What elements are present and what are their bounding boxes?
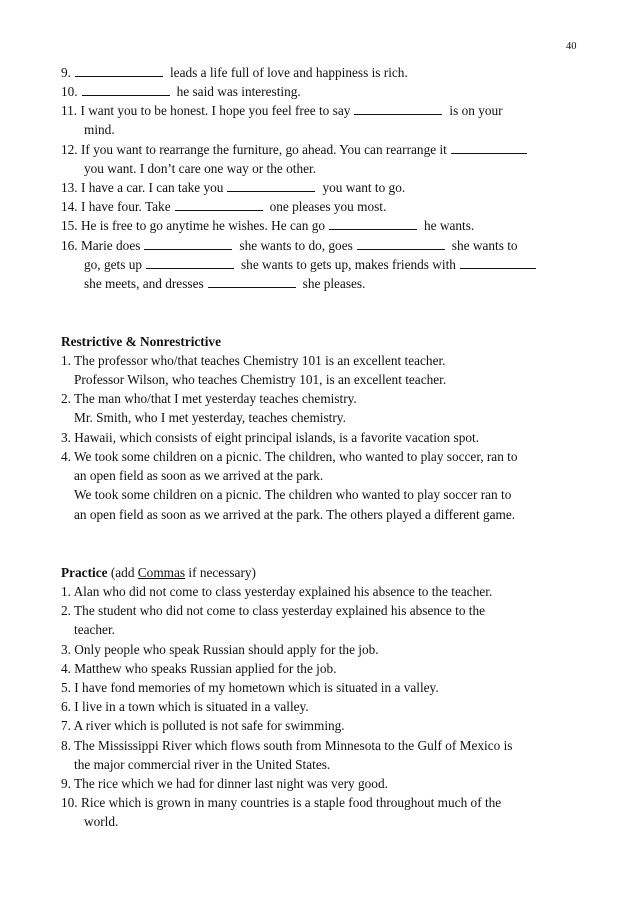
exercise-12: 12. If you want to rearrange the furniture, go ahead. You can rearrange it bbox=[61, 141, 534, 158]
example-line: an open field as soon as we arrived at the park. bbox=[74, 468, 324, 483]
example-line: an open field as soon as we arrived at the park. The others played a different game. bbox=[74, 507, 516, 522]
exercise-11: 11. I want you to be honest. I hope you feel free to say is on your bbox=[61, 103, 503, 118]
answer-blank[interactable] bbox=[82, 84, 170, 96]
practice-line: teacher. bbox=[74, 622, 115, 637]
practice-line: 2. The student who did not come to class yesterday explained his absence to the bbox=[61, 603, 486, 618]
practice-line: 9. The rice which we had for dinner last night was very good. bbox=[61, 776, 388, 791]
answer-blank[interactable] bbox=[460, 257, 536, 269]
answer-blank[interactable] bbox=[75, 65, 163, 77]
example-line: 1. The professor who/that teaches Chemistry 101 is an excellent teacher. bbox=[61, 353, 446, 368]
practice-line: 4. Matthew who speaks Russian applied for the job. bbox=[61, 661, 337, 676]
practice-line: 3. Only people who speak Russian should apply for the job. bbox=[61, 642, 379, 657]
example-line: 4. We took some children on a picnic. The children, who wanted to play soccer, ran to bbox=[61, 449, 518, 464]
practice-line: 10. Rice which is grown in many countries is a staple food throughout much of the bbox=[61, 795, 502, 810]
answer-blank[interactable] bbox=[175, 199, 263, 211]
example-line: 2. The man who/that I met yesterday teaches chemistry. bbox=[61, 391, 357, 406]
exercise-9: 9. leads a life full of love and happiness is rich. bbox=[61, 65, 408, 80]
exercise-16: 16. Marie does she wants to do, goes she wants to bbox=[61, 238, 518, 253]
exercise-11-cont: mind. bbox=[84, 122, 115, 137]
answer-blank[interactable] bbox=[451, 142, 527, 154]
answer-blank[interactable] bbox=[208, 276, 296, 288]
practice-line: world. bbox=[84, 814, 119, 829]
practice-line: 5. I have fond memories of my hometown which is situated in a valley. bbox=[61, 680, 439, 695]
answer-blank[interactable] bbox=[357, 238, 445, 250]
exercise-13: 13. I have a car. I can take you you want to go. bbox=[61, 180, 406, 195]
practice-line: 7. A river which is polluted is not safe for swimming. bbox=[61, 718, 345, 733]
answer-blank[interactable] bbox=[227, 180, 315, 192]
exercise-15: 15. He is free to go anytime he wishes. He can go he wants. bbox=[61, 218, 475, 233]
commas-word: Commas bbox=[137, 565, 186, 580]
exercise-10: 10. he said was interesting. bbox=[61, 84, 301, 99]
example-line: 3. Hawaii, which consists of eight principal islands, is a favorite vacation spot. bbox=[61, 430, 480, 445]
section-heading-restrictive: Restrictive & Nonrestrictive bbox=[61, 334, 221, 349]
practice-line: 1. Alan who did not come to class yesterday explained his absence to the teacher. bbox=[61, 584, 493, 599]
example-line: Professor Wilson, who teaches Chemistry 101, is an excellent teacher. bbox=[74, 372, 447, 387]
answer-blank[interactable] bbox=[146, 257, 234, 269]
practice-heading-line: Practice (add Commas if necessary) bbox=[61, 565, 256, 580]
section-heading-practice: Practice bbox=[61, 565, 108, 580]
exercise-16-cont: she meets, and dresses she pleases. bbox=[84, 276, 366, 291]
answer-blank[interactable] bbox=[144, 238, 232, 250]
exercise-14: 14. I have four. Take one pleases you most. bbox=[61, 199, 387, 214]
exercise-12-cont: you want. I don’t care one way or the other. bbox=[84, 161, 317, 176]
answer-blank[interactable] bbox=[354, 103, 442, 115]
example-line: We took some children on a picnic. The children who wanted to play soccer ran to bbox=[74, 487, 512, 502]
page-number: 40 bbox=[566, 41, 577, 52]
practice-line: 8. The Mississippi River which flows south from Minnesota to the Gulf of Mexico is bbox=[61, 738, 513, 753]
answer-blank[interactable] bbox=[329, 218, 417, 230]
practice-line: the major commercial river in the United States. bbox=[74, 757, 331, 772]
practice-line: 6. I live in a town which is situated in a valley. bbox=[61, 699, 309, 714]
example-line: Mr. Smith, who I met yesterday, teaches chemistry. bbox=[74, 410, 346, 425]
exercise-16-cont: go, gets up she wants to gets up, makes friends with bbox=[84, 256, 543, 273]
